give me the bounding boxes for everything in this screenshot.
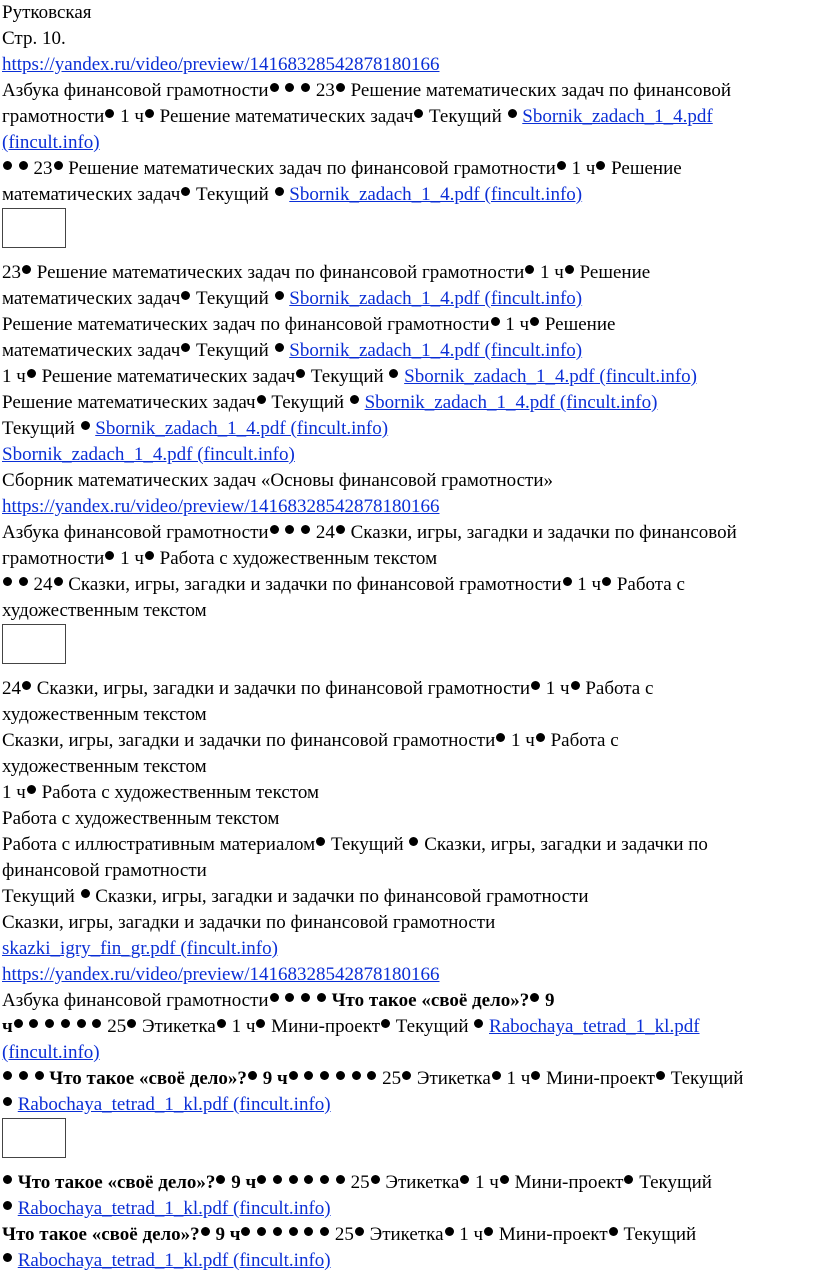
image-placeholder-box [2,624,66,664]
sbornik-link[interactable]: Sbornik_zadach_1_4.pdf (fincult.info) [95,418,389,439]
bullet-dot [27,369,36,378]
block25-line7 [2,1196,810,1222]
bullet-dot [536,733,545,742]
bullet-dot [414,109,423,118]
bullet-dot [3,1201,12,1210]
block24-line7: Сказки, игры, загадки и задачки по финансовой грамотности 1 ч Работа с [2,730,619,751]
bullet-dot [217,1019,226,1028]
block24-line3: 24 Сказки, игры, загадки и задачки по финансовой грамотности 1 ч Работа с [2,572,810,598]
block25-line8: Что такое «своё дело»? 9 ч 25 Этикетка 1 ч Мини-проект Текущий [2,1224,697,1245]
bullet-dot [19,577,28,586]
bullet-dot [445,1227,454,1236]
bullet-dot [105,551,114,560]
bullet-dot [609,1227,618,1236]
bullet-dot [216,1175,225,1184]
sbornik-link[interactable]: Sbornik_zadach_1_4.pdf (fincult.info) [289,288,583,309]
block24-line5: 24 Сказки, игры, загадки и задачки по финансовой грамотности 1 ч Работа с [2,678,654,699]
bullet-dot [316,837,325,846]
yandex-video-link[interactable]: https://yandex.ru/video/preview/14168328542878180166 [2,54,440,75]
rabochaya-link[interactable]: Rabochaya_tetrad_1_kl.pdf (fincult.info) [17,1094,331,1115]
bullet-dot [127,1019,136,1028]
bullet-dot [285,993,294,1002]
block23-line3 [2,130,810,156]
block25-line9 [2,1248,810,1274]
sbornik-link[interactable]: Sbornik_zadach_1_4.pdf [522,106,713,127]
bullet-dot [27,785,36,794]
bullet-dot [389,369,398,378]
bullet-dot [61,1019,70,1028]
yandex-video-link[interactable]: https://yandex.ru/video/preview/14168328542878180166 [2,964,440,985]
bullet-dot [19,161,28,170]
bullet-dot [500,1175,509,1184]
bullet-dot [371,1175,380,1184]
sbornik-link[interactable]: Sbornik_zadach_1_4.pdf (fincult.info) [404,366,697,387]
bullet-dot [257,395,266,404]
skazki-link-line [2,936,810,962]
bullet-dot [491,317,500,326]
bullet-dot [105,109,114,118]
bullet-dot [3,1175,12,1184]
block23-line8: Решение математических задач по финансовой грамотности 1 ч Решение [2,314,616,335]
bullet-dot [530,993,539,1002]
image-placeholder-row [2,624,810,676]
page-number-line [2,26,810,52]
rabochaya-link[interactable]: Rabochaya_tetrad_1_kl.pdf (fincult.info) [17,1250,331,1271]
bullet-dot [256,1019,265,1028]
bullet-dot [275,343,284,352]
block23-line13 [2,442,810,468]
bullet-dot [145,551,154,560]
page-number: Стр. 10. [2,28,66,49]
bullet-dot [29,1019,38,1028]
bullet-dot [352,1071,361,1080]
bullet-dot [496,733,505,742]
sbornik-link[interactable]: Sbornik_zadach_1_4.pdf (fincult.info) [289,184,583,205]
bullet-dot [14,1019,23,1028]
rabochaya-link[interactable]: Rabochaya_tetrad_1_kl.pdf [489,1016,700,1037]
bullet-dot [270,83,279,92]
bullet-dot [289,1071,298,1080]
bullet-dot [317,993,326,1002]
image-placeholder-row [2,208,810,260]
block24-line1: Азбука финансовой грамотности 24 Сказки, игры, загадки и задачки по финансовой [2,522,737,543]
block24-line13: Текущий Сказки, игры, загадки и задачки по финансовой грамотности [2,886,589,907]
bullet-dot [508,109,517,118]
block23-line7: математических задач Текущий Sbornik_zadach_1_4.pdf (fincult.info) [2,288,583,309]
block24-line2: грамотности 1 ч Работа с художественным текстом [2,548,438,569]
sbornik-link[interactable]: Sbornik_zadach_1_4.pdf (fincult.info) [2,444,295,465]
bullet-dot [474,1019,483,1028]
bullet-dot [571,681,580,690]
sbornik-title-line: Сборник математических задач «Основы финансовой грамотности» [2,470,553,491]
bullet-dot [22,681,31,690]
sbornik-link[interactable]: Sbornik_zadach_1_4.pdf (fincult.info) [289,340,583,361]
bullet-dot [54,577,63,586]
document-page [2,0,810,1274]
bullet-dot [181,343,190,352]
bullet-dot [289,1175,298,1184]
fincult-link[interactable]: (fincult.info) [2,132,100,153]
author-name: Рутковская [2,2,92,23]
block23-line12: Текущий Sbornik_zadach_1_4.pdf (fincult.info) [2,418,389,439]
bullet-dot [289,1227,298,1236]
bullet-dot [181,291,190,300]
bullet-dot [565,265,574,274]
bullet-dot [336,83,345,92]
bullet-dot [530,317,539,326]
bullet-dot [270,993,279,1002]
bullet-dot [531,681,540,690]
bullet-dot [35,1071,44,1080]
bullet-dot [557,161,566,170]
bullet-dot [241,1227,250,1236]
block24-line10: Работа с художественным текстом [2,808,280,829]
bullet-dot [624,1175,633,1184]
bullet-dot [301,525,310,534]
sbornik-link[interactable]: Sbornik_zadach_1_4.pdf (fincult.info) [364,392,658,413]
bullet-dot [304,1227,313,1236]
bullet-dot [248,1071,257,1080]
bullet-dot [270,525,279,534]
bullet-dot [22,265,31,274]
bullet-dot [296,369,305,378]
bullet-dot [45,1019,54,1028]
image-placeholder-box [2,208,66,248]
bullet-dot [3,1071,12,1080]
block24-line4: художественным текстом [2,600,207,621]
block25-line2: ч 25 Этикетка 1 ч Мини-проект Текущий Rabochaya_tetrad_1_kl.pdf [2,1016,700,1037]
bullet-dot [531,1071,540,1080]
bullet-dot [257,1227,266,1236]
bullet-dot [3,161,12,170]
block25-line5 [2,1092,810,1118]
bullet-dot [484,1227,493,1236]
bullet-dot [402,1071,411,1080]
block25-line6: Что такое «своё дело»? 9 ч 25 Этикетка 1 ч Мини-проект Текущий [2,1170,810,1196]
bullet-dot [336,1071,345,1080]
block24-line14: Сказки, игры, загадки и задачки по финансовой грамотности [2,912,496,933]
bullet-dot [563,577,572,586]
yandex-video-link[interactable]: https://yandex.ru/video/preview/14168328542878180166 [2,496,440,517]
block25-line1: Азбука финансовой грамотности Что такое «своё дело»? 9 [2,990,555,1011]
block23-line6: 23 Решение математических задач по финансовой грамотности 1 ч Решение [2,262,651,283]
skazki-link[interactable]: skazki_igry_fin_gr.pdf (fincult.info) [2,938,278,959]
bullet-dot [285,525,294,534]
bullet-dot [3,577,12,586]
block25-line3 [2,1040,810,1066]
video-link-line [2,494,810,520]
block24-line11: Работа с иллюстративным материалом Текущий Сказки, игры, загадки и задачки по [2,834,708,855]
bullet-dot [145,109,154,118]
bullet-dot [492,1071,501,1080]
rabochaya-link[interactable]: Rabochaya_tetrad_1_kl.pdf (fincult.info) [17,1198,331,1219]
bullet-dot [275,187,284,196]
bullet-dot [304,1071,313,1080]
bullet-dot [460,1175,469,1184]
bullet-dot [409,837,418,846]
video-link-line [2,52,810,78]
bullet-dot [257,1175,266,1184]
block23-line11: Решение математических задач Текущий Sbornik_zadach_1_4.pdf (fincult.info) [2,392,658,413]
bullet-dot [77,1019,86,1028]
bullet-dot [81,421,90,430]
bullet-dot [3,1097,12,1106]
block23-line10: 1 ч Решение математических задач Текущий Sbornik_zadach_1_4.pdf (fincult.info) [2,366,697,387]
bullet-dot [320,1175,329,1184]
bullet-dot [656,1071,665,1080]
block23-line9: математических задач Текущий Sbornik_zadach_1_4.pdf (fincult.info) [2,340,583,361]
block24-line6: художественным текстом [2,704,207,725]
block23-line2: грамотности 1 ч Решение математических задач Текущий Sbornik_zadach_1_4.pdf [2,106,713,127]
block23-line1: Азбука финансовой грамотности 23 Решение математических задач по финансовой [2,80,732,101]
video-link-line [2,962,810,988]
bullet-dot [19,1071,28,1080]
block24-line12: финансовой грамотности [2,860,207,881]
block24-line9: 1 ч Работа с художественным текстом [2,782,319,803]
bullet-dot [81,889,90,898]
bullet-dot [350,395,359,404]
author-line [2,0,810,26]
bullet-dot [301,993,310,1002]
bullet-dot [181,187,190,196]
bullet-dot [320,1227,329,1236]
bullet-dot [301,83,310,92]
block24-line8: художественным текстом [2,756,207,777]
image-placeholder-row [2,1118,810,1170]
fincult-link[interactable]: (fincult.info) [2,1042,100,1063]
bullet-dot [304,1175,313,1184]
bullet-dot [54,161,63,170]
block23-line5: математических задач Текущий Sbornik_zadach_1_4.pdf (fincult.info) [2,184,583,205]
block25-line4: Что такое «своё дело»? 9 ч 25 Этикетка 1 ч Мини-проект Текущий [2,1066,810,1092]
bullet-dot [3,1253,12,1262]
bullet-dot [367,1071,376,1080]
bullet-dot [201,1227,210,1236]
bullet-dot [381,1019,390,1028]
bullet-dot [320,1071,329,1080]
bullet-dot [525,265,534,274]
bullet-dot [336,1175,345,1184]
bullet-dot [355,1227,364,1236]
bullet-dot [275,291,284,300]
bullet-dot [336,525,345,534]
bullet-dot [596,161,605,170]
block23-line4: 23 Решение математических задач по финансовой грамотности 1 ч Решение [2,156,810,182]
bullet-dot [273,1227,282,1236]
bullet-dot [602,577,611,586]
bullet-dot [285,83,294,92]
bullet-dot [92,1019,101,1028]
bullet-dot [273,1175,282,1184]
image-placeholder-box [2,1118,66,1158]
